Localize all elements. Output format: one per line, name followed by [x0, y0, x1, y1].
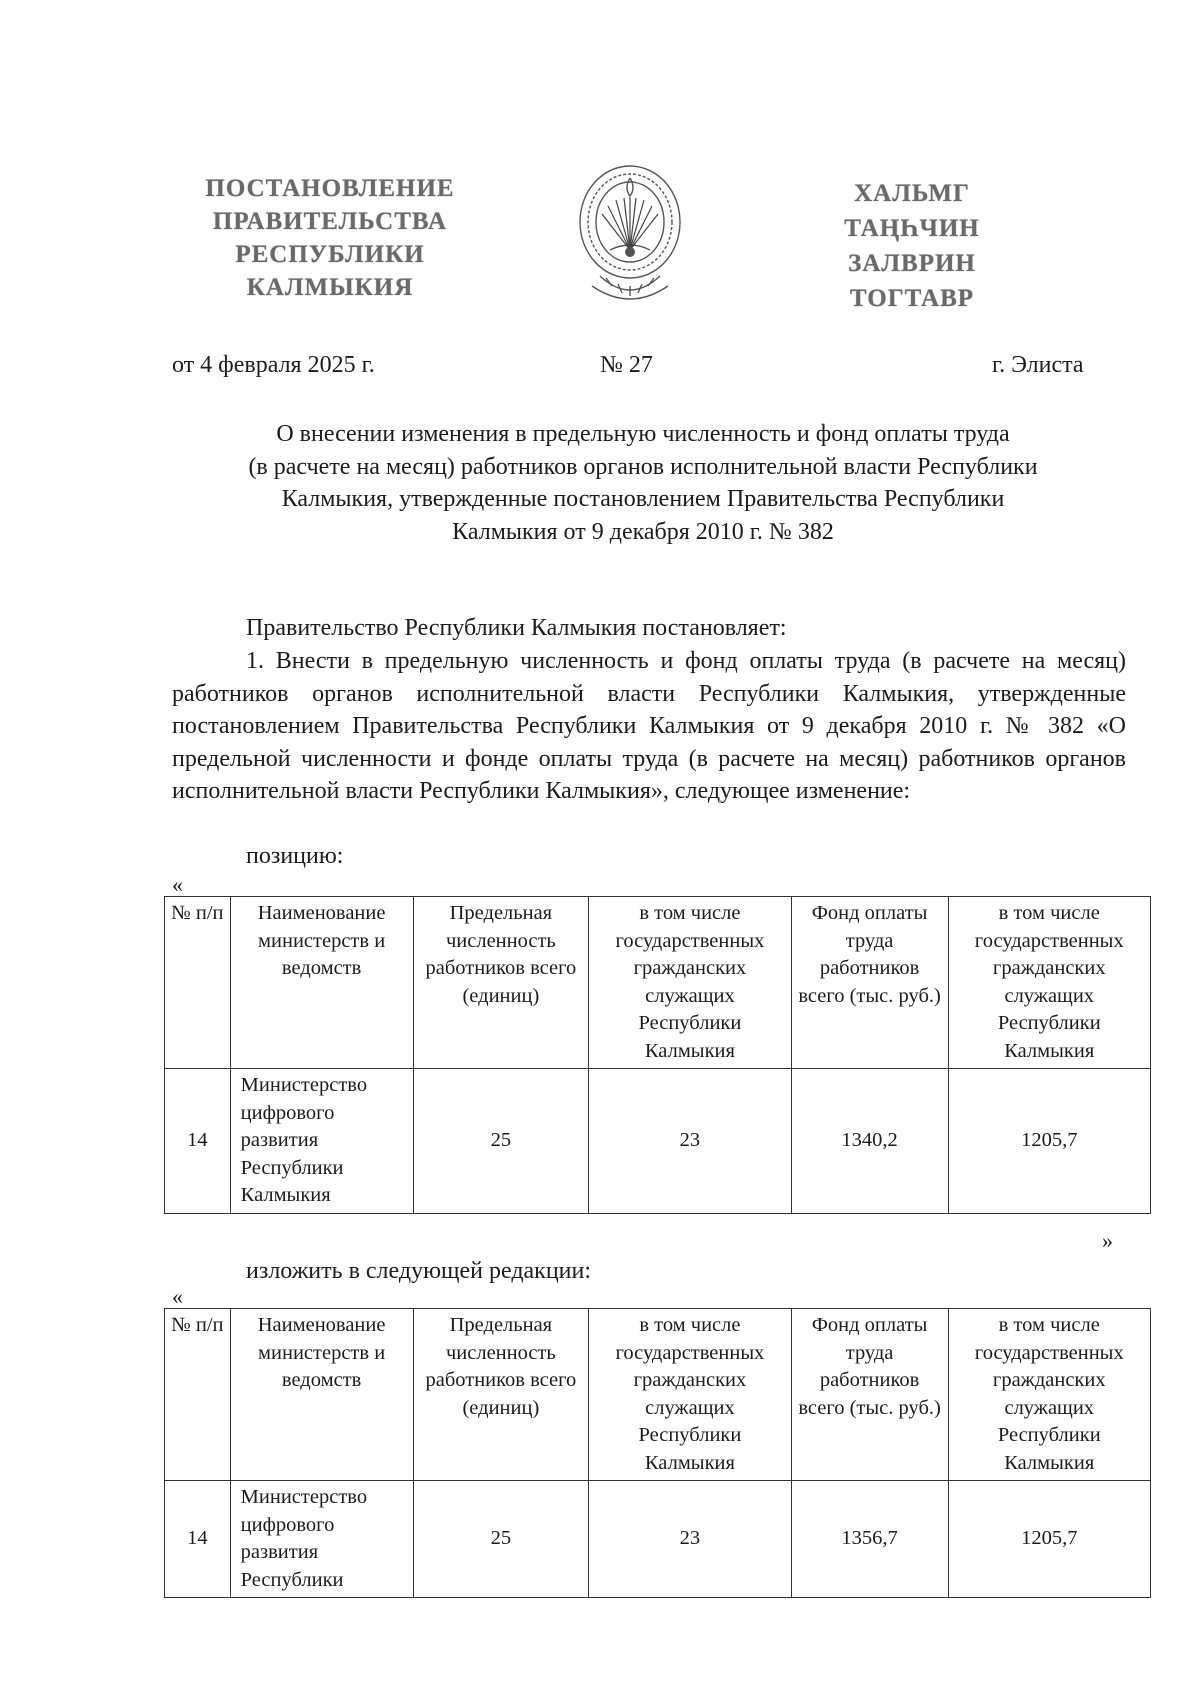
- title-line: Калмыкия, утвержденные постановлением Правительства Республики: [281, 486, 1005, 512]
- document-number: № 27: [600, 352, 653, 378]
- header-cell-name: Наименование министерств и ведомств: [230, 1309, 413, 1481]
- header-cell-civil-servants: в том числе государственных гражданских служащих Республики Калмыкия: [589, 897, 791, 1069]
- close-quote: »: [1102, 1228, 1113, 1253]
- document-date: от 4 февраля 2025 г.: [172, 352, 375, 378]
- document-city: г. Элиста: [992, 352, 1084, 378]
- cell-staff-total: 25: [413, 1481, 589, 1598]
- header-right-line: ХАЛЬМГ: [854, 180, 970, 207]
- header-left-line: ПРАВИТЕЛЬСТВА: [212, 208, 448, 235]
- header-cell-name: Наименование министерств и ведомств: [230, 897, 413, 1069]
- coat-of-arms-emblem: [572, 158, 688, 304]
- open-quote: «: [172, 872, 183, 897]
- cell-fund-civil: 1205,7: [948, 1481, 1150, 1598]
- cell-civil-servants: 23: [589, 1069, 791, 1214]
- cell-number: 14: [165, 1069, 231, 1214]
- header-left-line: ПОСТАНОВЛЕНИЕ: [205, 175, 455, 202]
- header-left-title: [180, 172, 480, 304]
- header-cell-fund-civil: в том числе государственных гражданских служащих Республики Калмыкия: [948, 1309, 1150, 1481]
- cell-name: Министерство цифрового развития Республики: [230, 1481, 413, 1598]
- table-row: [165, 1069, 1151, 1214]
- header-cell-number: № п/п: [165, 1309, 231, 1481]
- header-cell-civil-servants: в том числе государственных гражданских служащих Республики Калмыкия: [589, 1309, 791, 1481]
- intro-paragraph: Правительство Республики Калмыкия постановляет:: [246, 615, 787, 641]
- cell-fund-civil: 1205,7: [948, 1069, 1150, 1214]
- cell-fund-total: 1340,2: [791, 1069, 948, 1214]
- header-right-line: ЗАЛВРИН: [848, 250, 976, 277]
- header-cell-fund-total: Фонд оплаты труда работников всего (тыс. руб.): [791, 1309, 948, 1481]
- position-label: позицию:: [246, 843, 344, 869]
- new-position-table: [164, 1308, 1151, 1598]
- title-line: (в расчете на месяц) работников органов исполнительной власти Республики: [248, 453, 1038, 480]
- clause-1-paragraph: 1. Внести в предельную численность и фонд оплаты труда (в расчете на месяц) работников органов исполнительной власти Республики Калмыкия, утвержденные постановлением Правительства Республики Калмыкия от 9 декабря 2010 г. № 382 «О предельной численности и фонде оплаты труда (в расчете на месяц) работников органов исполнительной власти Республики Калмыкия», следующее изменение:: [172, 648, 1126, 804]
- cell-name: Министерство цифрового развития Республики Калмыкия: [230, 1069, 413, 1214]
- table-row: [165, 1481, 1151, 1598]
- header-right-title: [812, 176, 1012, 316]
- header-left-line: КАЛМЫКИЯ: [246, 274, 414, 301]
- open-quote: «: [172, 1284, 183, 1309]
- header-cell-fund-civil: в том числе государственных гражданских служащих Республики Калмыкия: [948, 897, 1150, 1069]
- cell-number: 14: [165, 1481, 231, 1598]
- table-header-row: [165, 1309, 1151, 1481]
- replace-label: изложить в следующей редакции:: [246, 1258, 592, 1284]
- header-right-line: ТАҢҺЧИН: [844, 215, 980, 242]
- title-line: О внесении изменения в предельную численность и фонд оплаты труда: [276, 421, 1010, 447]
- cell-fund-total: 1356,7: [791, 1481, 948, 1598]
- document-title: [160, 418, 1126, 548]
- header-cell-number: № п/п: [165, 897, 231, 1069]
- header-cell-staff-total: Предельная численность работников всего (единиц): [413, 1309, 589, 1481]
- header-left-line: РЕСПУБЛИКИ: [235, 241, 425, 268]
- old-position-table: [164, 896, 1151, 1214]
- title-line: Калмыкия от 9 декабря 2010 г. № 382: [452, 518, 834, 545]
- header-right-line: ТОГТАВР: [849, 285, 975, 312]
- cell-staff-total: 25: [413, 1069, 589, 1214]
- header-cell-fund-total: Фонд оплаты труда работников всего (тыс. руб.): [791, 897, 948, 1069]
- header-cell-staff-total: Предельная численность работников всего (единиц): [413, 897, 589, 1069]
- table-header-row: [165, 897, 1151, 1069]
- cell-civil-servants: 23: [589, 1481, 791, 1598]
